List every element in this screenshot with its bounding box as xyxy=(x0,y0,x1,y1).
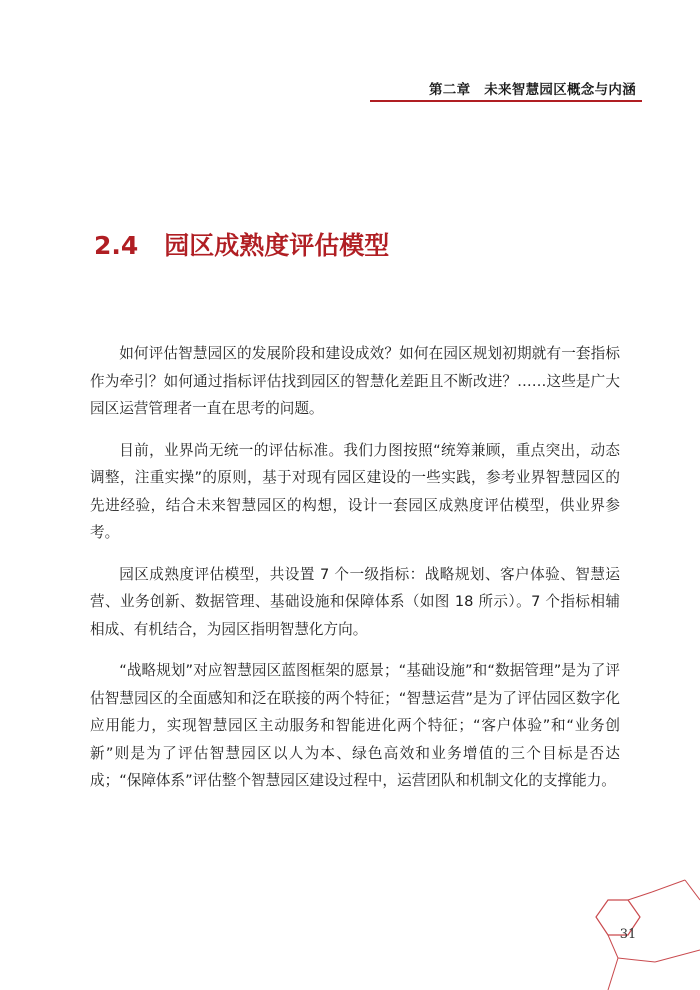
paragraph-1: 如何评估智慧园区的发展阶段和建设成效？如何在园区规划初期就有一套指标作为牵引？如何通过指标评估找到园区的智慧化差距且不断改进？……这些是广大园区运营管理者一直在思考的问题。 xyxy=(90,345,620,417)
section-title-text: 园区成熟度评估模型 xyxy=(164,231,390,260)
section-heading xyxy=(94,226,389,262)
paragraph-2: 目前，业界尚无统一的评估标准。我们力图按照“统筹兼顾，重点突出，动态调整，注重实操”的原则，基于对现有园区建设的一些实践，参考业界智慧园区的先进经验，结合未来智慧园区的构想，设计一套园区成熟度评估模型，供业界参考。 xyxy=(90,441,620,541)
chapter-title: 第二章 未来智慧园区概念与内涵 xyxy=(429,82,636,98)
paragraph-4: “战略规划”对应智慧园区蓝图框架的愿景；“基础设施”和“数据管理”是为了评估智慧园区的全面感知和泛在联接的两个特征；“智慧运营”是为了评估园区数字化应用能力，实现智慧园区主动服务和智能进化两个特征；“客户体验”和“业务创新”则是为了评估智慧园区以人为本、绿色高效和业务增值的三个目标是否达成；“保障体系”评估整个智慧园区建设过程中，运营团队和机制文化的支撑能力。 xyxy=(90,662,620,789)
paragraph-3: 园区成熟度评估模型，共设置 7 个一级指标：战略规划、客户体验、智慧运营、业务创新、数据管理、基础设施和保障体系（如图 18 所示）。7 个指标相辅相成、有机结合，为园区指明智慧化方向。 xyxy=(90,565,620,638)
section-number: 2.4 xyxy=(94,231,139,260)
page-number: 31 xyxy=(619,926,637,942)
running-header xyxy=(370,70,642,102)
body-text xyxy=(90,340,620,809)
